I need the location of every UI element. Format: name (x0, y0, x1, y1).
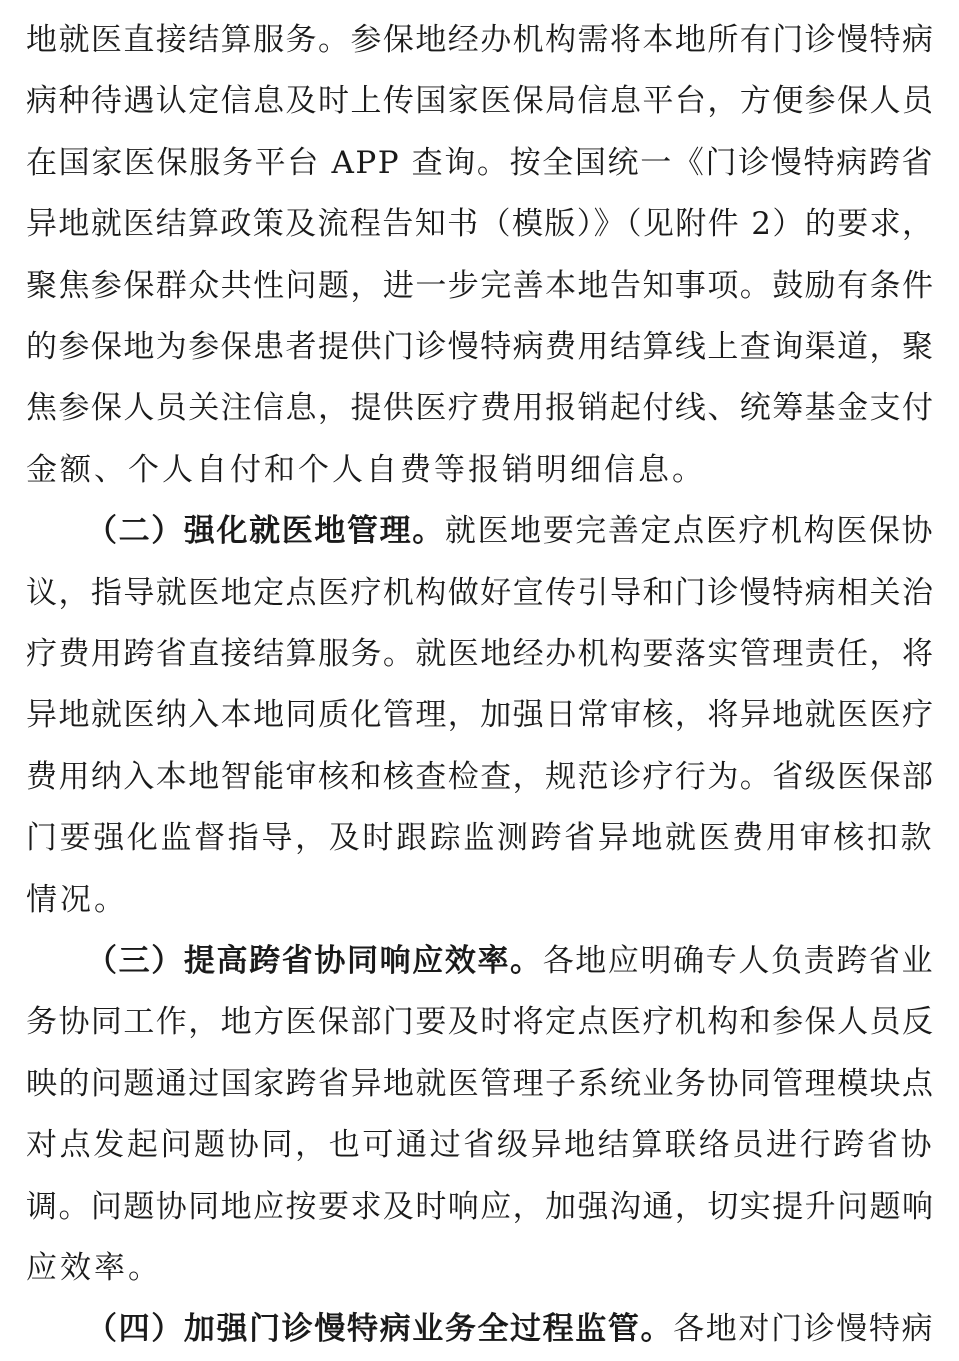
section-heading: （三）提高跨省协同响应效率。 (86, 943, 543, 979)
line-text: 焦参保人员关注信息，提供医疗费用报销起付线、统筹基金支付 (26, 390, 934, 427)
section-heading: （四）加强门诊慢特病业务全过程监管。 (86, 1311, 674, 1348)
section-paragraph-line (86, 939, 934, 983)
paragraph-line (26, 1246, 934, 1290)
line-text: 应效率。 (26, 1250, 162, 1286)
paragraph-line (26, 141, 934, 185)
section-paragraph-line (86, 1307, 934, 1351)
paragraph-line (26, 816, 934, 860)
paragraph-line (26, 202, 934, 246)
line-text: 就医地要完善定点医疗机构医保协 (444, 513, 934, 550)
paragraph-line (26, 18, 934, 62)
paragraph-line (26, 386, 934, 430)
paragraph-line (26, 878, 934, 922)
line-text: 各地应明确专人负责跨省业 (542, 943, 934, 979)
line-text: 地就医直接结算服务。参保地经办机构需将本地所有门诊慢特病 (26, 22, 934, 58)
line-text: 在国家医保服务平台 APP 查询。按全国统一《门诊慢特病跨省 (26, 144, 934, 181)
line-text: 务协同工作，地方医保部门要及时将定点医疗机构和参保人员反 (26, 1004, 934, 1041)
line-text: 情况。 (26, 881, 128, 918)
paragraph-line (26, 448, 934, 492)
paragraph-line (26, 755, 934, 799)
paragraph-line (26, 693, 934, 737)
line-text: 各地对门诊慢特病 (673, 1311, 934, 1348)
line-text: 聚焦参保群众共性问题，进一步完善本地告知事项。鼓励有条件 (26, 267, 934, 304)
paragraph-line (26, 79, 934, 123)
section-paragraph-line (86, 509, 934, 553)
line-text: 费用纳入本地智能审核和核查检查，规范诊疗行为。省级医保部 (26, 758, 934, 795)
line-text: 金额、个人自付和个人自费等报销明细信息。 (26, 451, 706, 488)
paragraph-line (26, 1123, 934, 1167)
paragraph-line (26, 1000, 934, 1044)
line-text: 映的问题通过国家跨省异地就医管理子系统业务协同管理模块点 (26, 1065, 934, 1102)
section-heading: （二）强化就医地管理。 (86, 513, 445, 550)
line-text: 异地就医结算政策及流程告知书（模版）》（见附件 2）的要求， (26, 206, 934, 243)
line-text: 疗费用跨省直接结算服务。就医地经办机构要落实管理责任，将 (26, 636, 934, 672)
line-text: 异地就医纳入本地同质化管理，加强日常审核，将异地就医医疗 (26, 697, 934, 734)
paragraph-line (26, 325, 934, 369)
paragraph-line (26, 632, 934, 676)
line-text: 的参保地为参保患者提供门诊慢特病费用结算线上查询渠道，聚 (26, 329, 934, 365)
line-text: 病种待遇认定信息及时上传国家医保局信息平台，方便参保人员 (26, 83, 934, 120)
line-text: 议，指导就医地定点医疗机构做好宣传引导和门诊慢特病相关治 (26, 574, 934, 611)
paragraph-line (26, 1185, 934, 1229)
paragraph-line (26, 571, 934, 615)
paragraph-line (26, 1062, 934, 1106)
line-text: 对点发起问题协同，也可通过省级异地结算联络员进行跨省协 (26, 1127, 934, 1164)
line-text: 门要强化监督指导，及时跟踪监测跨省异地就医费用审核扣款 (26, 820, 934, 857)
line-text: 调。问题协同地应按要求及时响应，加强沟通，切实提升问题响 (26, 1188, 934, 1225)
paragraph-line (26, 264, 934, 308)
